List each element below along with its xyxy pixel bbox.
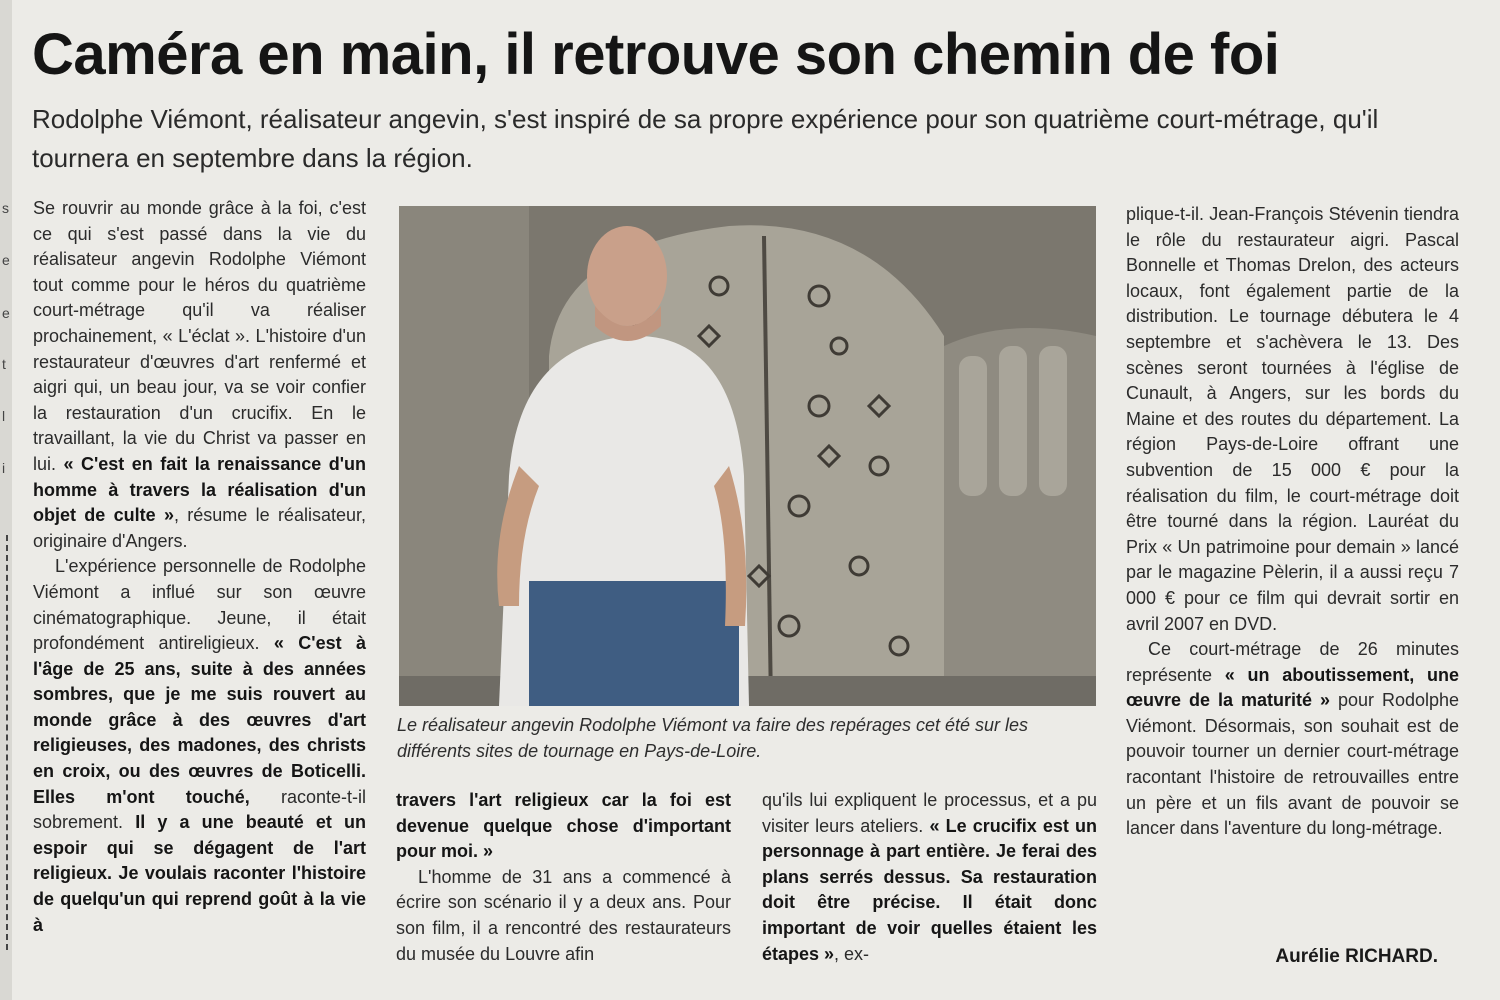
quote: « Le crucifix est un personnage à part entière. Je ferai des plans serrés dessus. Sa restauration doit être précise. Il était donc important de voir quelles étaient les étapes » [762, 815, 1097, 964]
article-deck: Rodolphe Viémont, réalisateur angevin, s'est inspiré de sa propre expérience pour son quatrième court-métrage, qu'il tournera en septembre dans la région. [32, 104, 1379, 173]
dashed-divider [6, 535, 8, 950]
quote: « C'est en fait la renaissance d'un homme à travers la réalisation d'un objet de culte » [33, 453, 366, 526]
margin-mark: l [2, 408, 6, 424]
article-column-2 [396, 788, 731, 967]
photo-caption: Le réalisateur angevin Rodolphe Viémont va faire des repérages cet été sur les différents sites de tournage en Pays-de-Loire. [397, 715, 1029, 761]
paragraph: L'homme de 31 ans a commencé à écrire son scénario il y a deux ans. Pour son film, il a rencontré des restaurateurs du musée du Louvre afin [396, 866, 731, 964]
paragraph [396, 788, 731, 865]
article-column-3 [762, 788, 1097, 967]
quote: « un aboutissement, une œuvre de la maturité » [1126, 664, 1459, 711]
quote: Il y a une beauté et un espoir qui se dégagent de l'art religieux. Je voulais raconter l'histoire de quelqu'un qui reprend goût à la vie à [33, 812, 367, 935]
margin-mark: s [2, 200, 9, 216]
article-column-1 [33, 196, 366, 938]
photo-man-before-church-door-icon [399, 206, 1096, 706]
paragraph: Ce court-métrage de 26 minutes représente « un aboutissement, une œuvre de la maturité » pour Rodolphe Viémont. Désormais, son souhait est de pouvoir tourner un dernier court-métrage racontant l'histoire de retrouvailles entre un père et un fils avant de pouvoir se lancer dans l'aventure du long-métrage. [1126, 639, 1460, 839]
quote: travers l'art religieux car la foi est devenue quelque chose d'important pour moi. » [396, 790, 731, 862]
margin-mark: t [2, 356, 6, 372]
author-byline: Aurélie RICHARD. [1275, 946, 1438, 967]
article-headline: Caméra en main, il retrouve son chemin de foi [32, 22, 1280, 87]
paragraph: qu'ils lui expliquent le processus, et a pu visiter leurs ateliers. « Le crucifix est un personnage à part entière. Je ferai des plans serrés dessus. Sa restauration doit être précise. Il était donc important de voir quelles étaient les étapes », ex- [762, 790, 1097, 964]
paragraph: L'expérience personnelle de Rodolphe Viémont a influé sur son œuvre cinématographique. Jeune, il était profondément antireligieux. « C'est à l'âge de 25 ans, suite à des années sombres, que je me suis rouvert au monde grâce à des œuvres d'art religieuses, des madones, des christs en croix, ou des œuvres de Boticelli. Elles m'ont touché, raconte-t-il sobrement. Il y a une beauté et un espoir qui se dégagent de l'art religieux. Je voulais raconter l'histoire de quelqu'un qui reprend goût à la vie à [33, 556, 367, 935]
margin-mark: i [2, 460, 6, 476]
article-column-4 [1126, 202, 1459, 842]
margin-mark: e [2, 252, 10, 268]
paragraph: Se rouvrir au monde grâce à la foi, c'est ce qui s'est passé dans la vie du réalisateur angevin Rodolphe Viémont tout comme pour le héros du quatrième court-métrage qu'il va réaliser prochainement, « L'éclat ». L'histoire d'un restaurateur d'œuvres d'art renfermé et aigri qui, un beau jour, va se voir confier la restauration d'un crucifix. En le travaillant, la vie du Christ va passer en lui. « C'est en fait la renaissance d'un homme à travers la réalisation d'un objet de culte », résume le réalisateur, originaire d'Angers. [33, 198, 366, 551]
article-photo [399, 206, 1096, 706]
quote: « C'est à l'âge de 25 ans, suite à des années sombres, que je me suis rouvert au monde grâce à des œuvres d'art religieuses, des madones, des christs en croix, ou des œuvres de Boticelli. Elles m'ont touché, [33, 633, 366, 807]
margin-mark: e [2, 305, 10, 321]
paragraph: plique-t-il. Jean-François Stévenin tiendra le rôle du restaurateur aigri. Pascal Bonnelle et Thomas Drelon, des acteurs locaux, font également partie de la distribution. Le tournage débutera le 4 septembre et s'achèvera le 13. Des scènes seront tournées à l'église de Cunault, à Angers, sur les bords du Maine et des routes du département. La région Pays-de-Loire offrant une subvention de 15 000 € pour la réalisation du film, le court-métrage doit être tourné dans la région. Lauréat du Prix « Un patrimoine pour demain » lancé par le magazine Pèlerin, il a aussi reçu 7 000 € pour ce film qui devrait sortir en avril 2007 en DVD. [1126, 204, 1459, 634]
